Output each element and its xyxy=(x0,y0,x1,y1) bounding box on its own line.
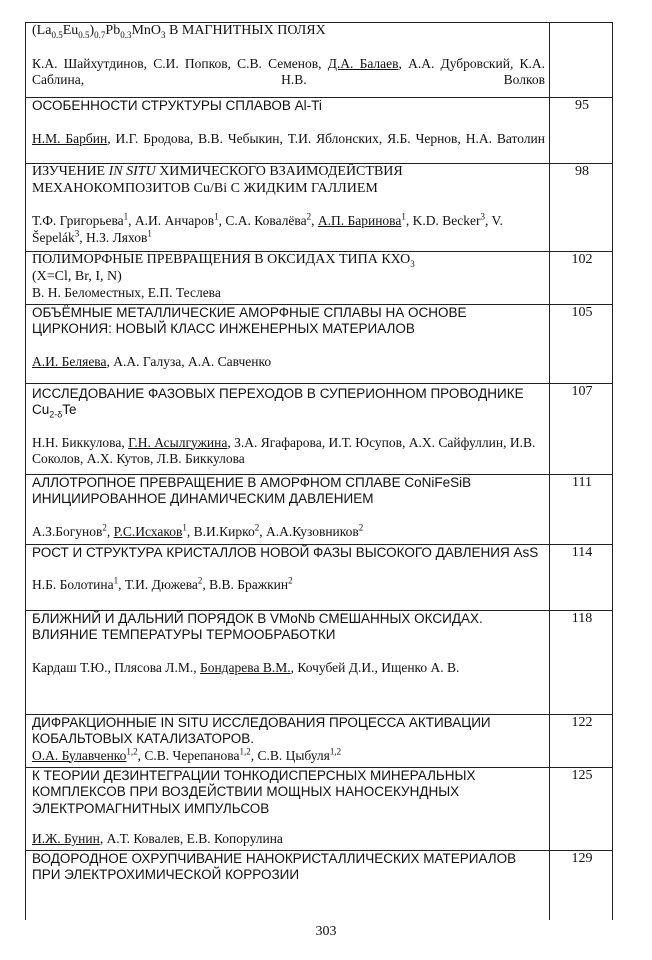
entry-page: 114 xyxy=(550,544,613,610)
toc-entry xyxy=(26,767,613,850)
entry-cell xyxy=(26,252,550,305)
entry-authors: К.А. Шайхутдинов, С.И. Попков, С.В. Семенов, Д.А. Балаев, А.А. Дубровский, К.А. Саблина, Н.В. Волков xyxy=(32,55,545,87)
entry-authors: Кардаш Т.Ю., Плясова Л.М., Бондарева В.М., Кочубей Д.И., Ищенко А. В. xyxy=(32,659,460,675)
entry-cell xyxy=(26,714,550,767)
entry-page: 118 xyxy=(550,610,613,714)
entry-cell xyxy=(26,164,550,252)
entry-authors: Н.Н. Биккулова, Г.Н. Асылгужина, З.А. Ягафарова, И.Т. Юсупов, А.Х. Сайфуллин, И.В. Соколов, А.Х. Кутов, Л.В. Биккулова xyxy=(32,434,536,466)
entry-page: 95 xyxy=(550,98,613,164)
entry-cell xyxy=(26,98,550,164)
entry-authors: О.А. Булавченко$^{1,2}$, С.В. Черепанова$^{1,2}$, С.В. Цыбуля$^{1,2}$ xyxy=(32,746,342,763)
entry-cell xyxy=(26,610,550,714)
toc-entry xyxy=(26,383,613,474)
entry-title: АЛЛОТРОПНОЕ ПРЕВРАЩЕНИЕ В АМОРФНОМ СПЛАВЕ CoNiFeSiB ИНИЦИИРОВАННОЕ ДИНАМИЧЕСКИМ ДАВЛЕНИЕМ xyxy=(32,474,472,506)
entry-page xyxy=(550,23,613,98)
entry-cell xyxy=(26,383,550,474)
entry-page: 98 xyxy=(550,164,613,252)
entry-cell xyxy=(26,474,550,544)
entry-authors: Н.Б. Болотина$^1$, Т.И. Дюжева$^2$, В.В. Бражкин$^2$ xyxy=(32,575,293,592)
entry-authors: А.И. Беляева, А.А. Галуза, А.А. Савченко xyxy=(32,353,272,369)
contents-table xyxy=(25,22,613,920)
entry-title: РОСТ И СТРУКТУРА КРИСТАЛЛОВ НОВОЙ ФАЗЫ ВЫСОКОГО ДАВЛЕНИЯ AsS xyxy=(32,544,539,560)
toc-entry xyxy=(26,304,613,383)
entry-title: К ТЕОРИИ ДЕЗИНТЕГРАЦИИ ТОНКОДИСПЕРСНЫХ МИНЕРАЛЬНЫХ КОМПЛЕКСОВ ПРИ ВОЗДЕЙСТВИИ МОЩНЫХ НАНОСЕКУНДНЫХ ЭЛЕКТРОМАГНИТНЫХ ИМПУЛЬСОВ xyxy=(32,767,476,816)
entry-authors: Т.Ф. Григорьева$^1$, А.И. Анчаров$^1$, С.А. Ковалёва$^2$, А.П. Баринова$^1$, K.D. Becker$^3$, V. Šepelák$^3$, Н.З. Ляхов$^1$ xyxy=(32,211,503,245)
toc-entry xyxy=(26,474,613,544)
toc-entry xyxy=(26,610,613,714)
toc-entry xyxy=(26,850,613,920)
entry-page: 125 xyxy=(550,767,613,850)
entry-title: ВОДОРОДНОЕ ОХРУПЧИВАНИЕ НАНОКРИСТАЛЛИЧЕСКИХ МАТЕРИАЛОВ ПРИ ЭЛЕКТРОХИМИЧЕСКОЙ КОРРОЗИИ xyxy=(32,850,517,882)
toc-entry xyxy=(26,98,613,164)
toc-entry xyxy=(26,544,613,610)
entry-title: ОБЪЁМНЫЕ МЕТАЛЛИЧЕСКИЕ АМОРФНЫЕ СПЛАВЫ НА ОСНОВЕ ЦИРКОНИЯ: НОВЫЙ КЛАСС ИНЖЕНЕРНЫХ МАТЕРИАЛОВ xyxy=(32,304,467,336)
toc-entry xyxy=(26,23,613,98)
entry-authors: И.Ж. Бунин, А.Т. Ковалев, Е.В. Копорулина xyxy=(32,831,283,846)
entry-cell xyxy=(26,850,550,920)
entry-title: ИЗУЧЕНИЕ IN SITU ХИМИЧЕСКОГО ВЗАИМОДЕЙСТВИЯ МЕХАНОКОМПОЗИТОВ Cu/Bi С ЖИДКИМ ГАЛЛИЕМ xyxy=(32,164,403,196)
entry-page: 111 xyxy=(550,474,613,544)
entry-page: 129 xyxy=(550,850,613,920)
toc-entry xyxy=(26,252,613,305)
entry-cell xyxy=(26,544,550,610)
entry-page: 102 xyxy=(550,252,613,305)
entry-page: 105 xyxy=(550,304,613,383)
page-number: 303 xyxy=(315,924,337,939)
entry-cell xyxy=(26,304,550,383)
entry-title: БЛИЖНИЙ И ДАЛЬНИЙ ПОРЯДОК В VMoNb СМЕШАННЫХ ОКСИДАХ. ВЛИЯНИЕ ТЕМПЕРАТУРЫ ТЕРМООБРАБОТКИ xyxy=(32,610,483,642)
entry-title: ИССЛЕДОВАНИЕ ФАЗОВЫХ ПЕРЕХОДОВ В СУПЕРИОННОМ ПРОВОДНИКЕ $Cu_{2-\delta}Te$ xyxy=(32,385,524,420)
entry-authors: В. Н. Беломестных, Е.П. Теслева xyxy=(32,285,221,300)
entry-page: 107 xyxy=(550,383,613,474)
entry-title: ОСОБЕННОСТИ СТРУКТУРЫ СПЛАВОВ Al-Ti xyxy=(32,98,322,113)
entry-title: ПОЛИМОРФНЫЕ ПРЕВРАЩЕНИЯ В ОКСИДАХ ТИПА $КХО_3$ (X=Cl, Br, I, N) xyxy=(32,252,415,284)
toc-entry xyxy=(26,714,613,767)
entry-authors: А.З.Богунов$^2$, Р.С.Исхаков$^1$, В.И.Кирко$^2$, А.А.Кузовников$^2$ xyxy=(32,522,364,539)
toc-entry xyxy=(26,164,613,252)
entry-cell xyxy=(26,767,550,850)
entry-page: 122 xyxy=(550,714,613,767)
entry-title: $(La_{0.5}Eu_{0.5})_{0.7}Pb_{0.3}MnO_3$ В МАГНИТНЫХ ПОЛЯХ xyxy=(32,23,326,40)
entry-cell xyxy=(26,23,550,98)
entry-title: ДИФРАКЦИОННЫЕ IN SITU ИССЛЕДОВАНИЯ ПРОЦЕССА АКТИВАЦИИ КОБАЛЬТОВЫХ КАТАЛИЗАТОРОВ. xyxy=(32,714,491,746)
entry-authors: Н.М. Барбин, И.Г. Бродова, В.В. Чебыкин, Т.И. Яблонских, Я.Б. Чернов, Н.А. Ватолин xyxy=(32,130,545,146)
